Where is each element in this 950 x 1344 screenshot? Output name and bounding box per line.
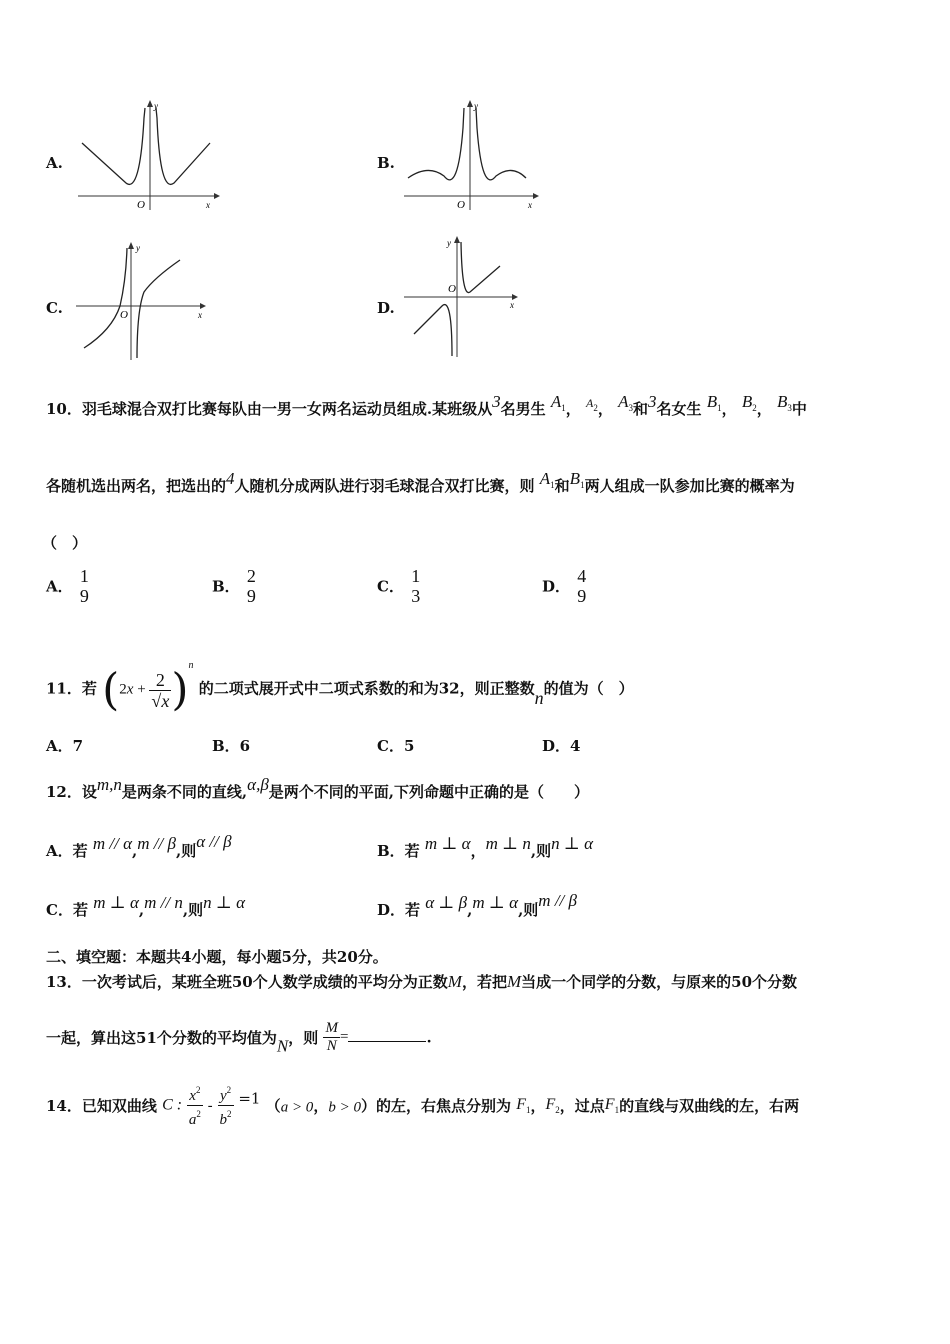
q12-option-a[interactable]: A．若 m // α,m // β,则α // β [46, 832, 232, 860]
q9-graph-c [74, 240, 214, 365]
q12-stem: 12．设m,n是两条不同的直线,α,β是两个不同的平面,下列命题中正确的是（ ） [46, 775, 590, 801]
q9-a-origin: O [137, 199, 145, 211]
q9-option-c-label[interactable]: C. [46, 299, 63, 317]
q9-c-x-label: x [198, 310, 202, 320]
q11-option-b[interactable]: B．6 [212, 737, 251, 755]
q9-d-y-label: y [447, 238, 451, 248]
q9-d-x-label: x [510, 300, 514, 310]
q9-graph-a [74, 98, 224, 213]
section-heading: 二、填空题：本题共4小题，每小题5分，共20分。 [46, 948, 388, 966]
q10-line2: 各随机选出两名，把选出的4人随机分成两队进行羽毛球混合双打比赛，则 $A_1$和$B_1$两人组成一队参加比赛的概率为 [46, 469, 795, 495]
q12-option-d[interactable]: D．若 α ⊥ β,m ⊥ α,则m // β [377, 891, 577, 919]
q12-option-b[interactable]: B．若 m ⊥ α，m ⊥ n,则n ⊥ α [377, 834, 594, 860]
q9-a-y-label: y [154, 101, 158, 111]
q9-d-origin: O [448, 283, 456, 295]
q9-option-d-label[interactable]: D. [377, 299, 395, 317]
q9-option-a-label[interactable]: A. [46, 154, 63, 172]
q9-graph-b [400, 98, 545, 213]
q9-b-x-label: x [528, 200, 532, 210]
q9-c-y-label: y [136, 243, 140, 253]
q11-option-d[interactable]: D．4 [542, 737, 581, 755]
q9-b-y-label: y [474, 101, 478, 111]
q9-c-origin: O [120, 309, 128, 321]
q11-expression: (2x + $\frac{2}{√x}$ )$^n$ [102, 660, 194, 716]
q9-option-b-label[interactable]: B. [377, 154, 395, 172]
q10-option-a[interactable]: A． 1 9 [46, 566, 89, 606]
q14-line1: 14．已知双曲线 C : $\frac{x^2}{a^2}$ - $\frac{y^2}{b^2}$ =1 （a > 0，b > 0）的左，右焦点分别为 $F_1$，$F_2$，过点$F_1$的直线与双曲线的左，右两 [46, 1082, 799, 1129]
q9-graph-d [400, 234, 525, 359]
q11-option-a[interactable]: A．7 [46, 737, 84, 755]
q12-option-c[interactable]: C．若 m ⊥ α,m // n,则n ⊥ α [46, 893, 245, 919]
q13-line1: 13．一次考试后，某班全班50个人数学成绩的平均分为正数M，若把M当成一个同学的分数，与原来的50个分数 [46, 972, 798, 991]
q10-option-d[interactable]: D． 4 9 [542, 566, 587, 606]
q11-stem: 11．若 (2x + $\frac{2}{√x}$ )$^n$ 的二项式展开式中二项式系数的和为32，则正整数n的值为（ ） [46, 660, 634, 716]
q10-line1: 10．羽毛球混合双打比赛每队由一男一女两名运动员组成.某班级从3名男生 $A_1$， $^{A_2}$， $A_3$和3名女生 $B_1$， $B_2$， $B_3$中 [46, 392, 807, 418]
q13-answer-blank[interactable] [348, 1029, 426, 1042]
q10-option-c[interactable]: C． 1 3 [377, 566, 421, 606]
q10-option-b[interactable]: B． 2 9 [212, 566, 256, 606]
q9-b-origin: O [457, 199, 465, 211]
q14-hyperbola-eq: C : $\frac{x^2}{a^2}$ - $\frac{y^2}{b^2}$ =1 [162, 1085, 261, 1128]
q13-line2: 一起，算出这51个分数的平均值为N，则 $\frac{M}{N}$ = . [46, 1020, 432, 1056]
q9-a-x-label: x [206, 200, 210, 210]
q10-paren: （ ） [42, 534, 88, 552]
q11-option-c[interactable]: C．5 [377, 737, 415, 755]
